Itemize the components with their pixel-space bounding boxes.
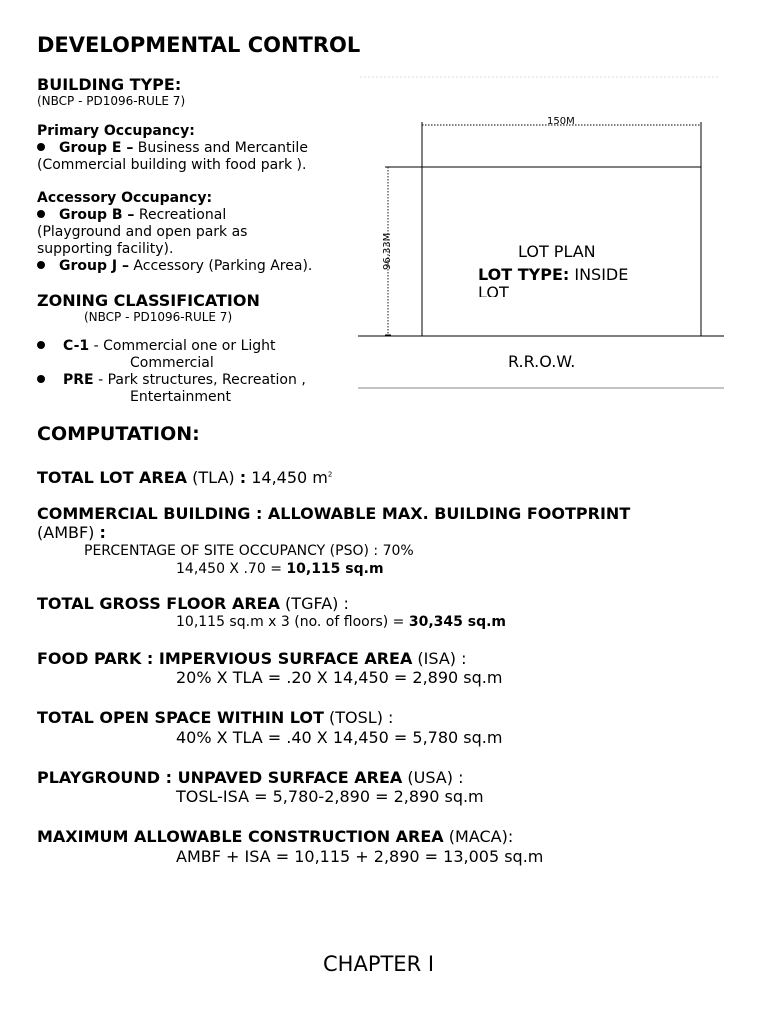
pso-result: 10,115 sq.m (286, 561, 384, 577)
tosl-line (37, 708, 393, 727)
lot-plan-diagram (356, 70, 728, 395)
tgfa-abbr: (TGFA) : (285, 594, 349, 613)
page-title: DEVELOPMENTAL CONTROL (37, 33, 361, 57)
isa-calc: 20% X TLA = .20 X 14,450 = 2,890 sq.m (176, 668, 503, 687)
bullet-icon (37, 375, 45, 383)
ambf-label: COMMERCIAL BUILDING : ALLOWABLE MAX. BUILDING FOOTPRINT (37, 504, 631, 523)
ambf-abbr-line (37, 523, 106, 542)
maca-label: MAXIMUM ALLOWABLE CONSTRUCTION AREA (37, 827, 444, 846)
lot-width-label: 150M (547, 116, 575, 127)
bullet-icon (37, 143, 45, 151)
zoning-pre-desc-2: Entertainment (130, 389, 232, 405)
accessory-b-note-2: supporting facility). (37, 241, 174, 257)
lot-type-value: INSIDE (574, 265, 629, 284)
accessory-item-j (37, 258, 312, 274)
zone-code: PRE (63, 372, 94, 388)
building-type-ref: (NBCP - PD1096-RULE 7) (37, 94, 186, 108)
lot-type-value-2: LOT (478, 283, 509, 297)
lot-plan-title: LOT PLAN (518, 242, 596, 261)
maca-line (37, 827, 513, 846)
tla-line (37, 468, 332, 487)
isa-line (37, 649, 467, 668)
usa-line (37, 768, 463, 787)
zoning-ref: (NBCP - PD1096-RULE 7) (84, 310, 233, 324)
zone-code: C-1 (63, 338, 90, 354)
bullet-icon (37, 210, 45, 218)
zoning-heading: ZONING CLASSIFICATION (37, 291, 260, 310)
usa-label: PLAYGROUND : UNPAVED SURFACE AREA (37, 768, 403, 787)
chapter-label: CHAPTER I (323, 952, 435, 976)
tosl-calc: 40% X TLA = .40 X 14,450 = 5,780 sq.m (176, 728, 503, 747)
tgfa-result: 30,345 sq.m (408, 614, 507, 630)
group-label: Group J – (59, 258, 129, 274)
zone-desc: - Commercial one or Light (93, 338, 276, 354)
tgfa-calc-line (176, 614, 506, 630)
primary-occupancy-item (37, 140, 308, 156)
tgfa-label: TOTAL GROSS FLOOR AREA (37, 594, 280, 613)
accessory-b-note-1: (Playground and open park as (37, 224, 248, 240)
accessory-occupancy-heading: Accessory Occupancy: (37, 190, 213, 206)
zoning-item-pre (37, 372, 306, 388)
group-desc: Recreational (138, 207, 227, 223)
pso-calc-line (176, 561, 384, 577)
maca-calc: AMBF + ISA = 10,115 + 2,890 = 13,005 sq.m (176, 847, 544, 866)
building-type-heading: BUILDING TYPE: (37, 75, 182, 94)
lot-depth-label: 96.33M (382, 232, 393, 270)
tgfa-line (37, 594, 349, 613)
ambf-abbr: (AMBF) (37, 523, 95, 542)
zoning-item-c1 (37, 338, 276, 354)
bullet-icon (37, 261, 45, 269)
tosl-abbr: (TOSL) : (329, 708, 394, 727)
lot-type-label: LOT TYPE: (478, 265, 570, 284)
zoning-c1-desc-2: Commercial (130, 355, 214, 371)
tosl-label: TOTAL OPEN SPACE WITHIN LOT (37, 708, 324, 727)
primary-occupancy-note: (Commercial building with food park ). (37, 157, 307, 173)
tla-abbr: (TLA) (192, 468, 235, 487)
maca-abbr: (MACA): (448, 827, 514, 846)
pso-calc: 14,450 X .70 = (176, 561, 282, 577)
isa-abbr: (ISA) : (417, 649, 467, 668)
tgfa-calc: 10,115 sq.m x 3 (no. of floors) = (176, 614, 405, 630)
accessory-item-b (37, 207, 226, 223)
usa-abbr: (USA) : (407, 768, 464, 787)
lot-type-line (478, 265, 628, 284)
group-label: Group E – (59, 140, 134, 156)
tla-superscript: 2 (327, 470, 333, 479)
zone-desc: - Park structures, Recreation , (98, 372, 306, 388)
ambf-colon: : (99, 523, 106, 542)
tla-label: TOTAL LOT AREA (37, 468, 188, 487)
primary-occupancy-heading: Primary Occupancy: (37, 123, 195, 139)
bullet-icon (37, 341, 45, 349)
isa-label: FOOD PARK : IMPERVIOUS SURFACE AREA (37, 649, 413, 668)
group-desc: Accessory (Parking Area). (133, 258, 313, 274)
usa-calc: TOSL-ISA = 5,780-2,890 = 2,890 sq.m (176, 787, 484, 806)
road-label: R.R.O.W. (508, 352, 576, 371)
pso-line: PERCENTAGE OF SITE OCCUPANCY (PSO) : 70% (84, 543, 414, 559)
computation-heading: COMPUTATION: (37, 423, 200, 445)
group-label: Group B – (59, 207, 135, 223)
tla-colon: : (239, 468, 247, 487)
tla-value: 14,450 m (251, 468, 328, 487)
group-desc: Business and Mercantile (137, 140, 308, 156)
